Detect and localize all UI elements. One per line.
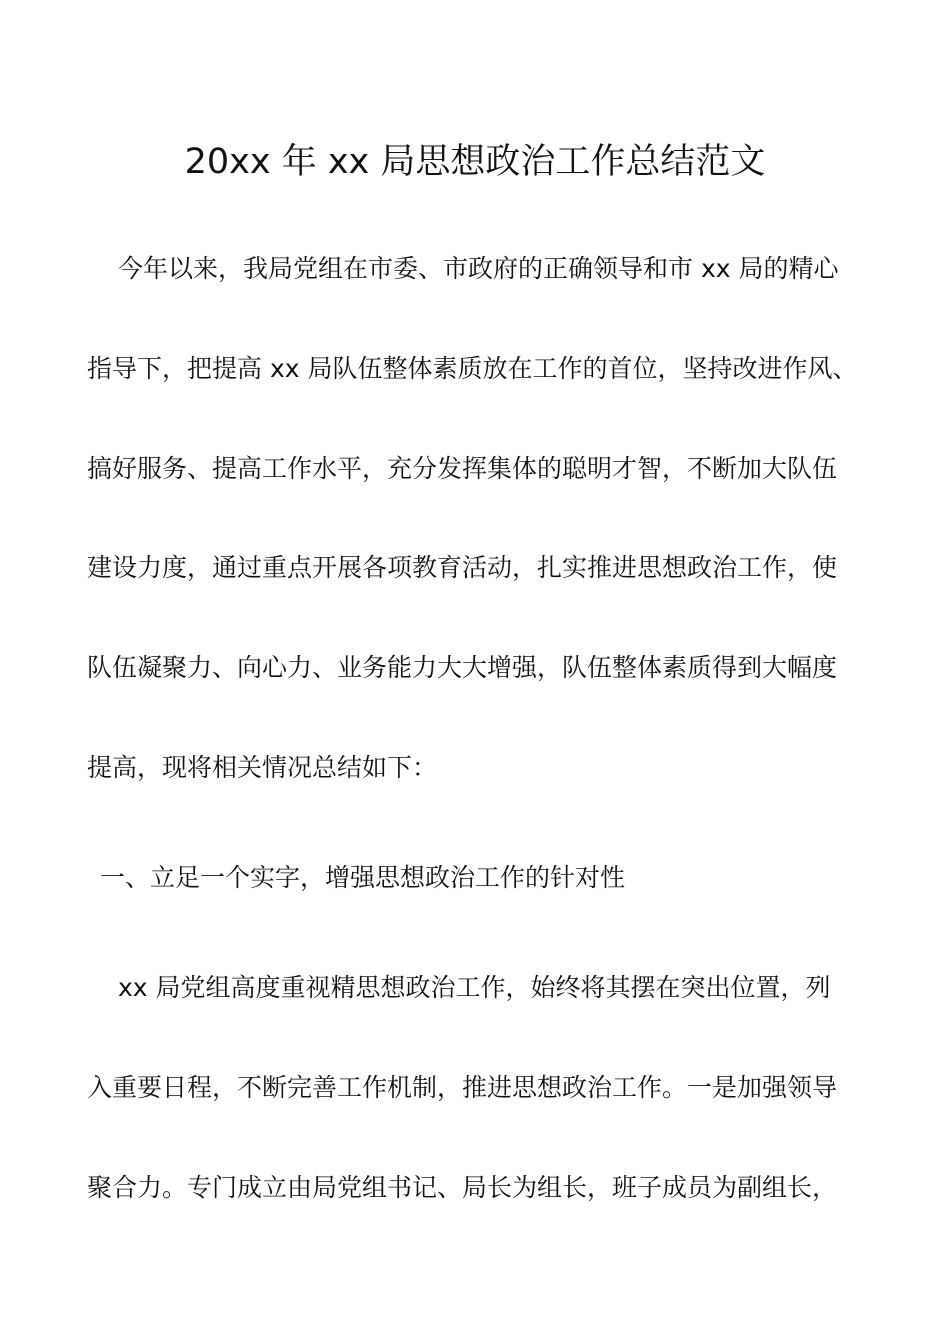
paragraph-line: 聚合力。专门成立由局党组书记、局长为组长，班子成员为副组长， — [87, 1173, 838, 1202]
paragraph-line: xx 局党组高度重视精思想政治工作，始终将其摆在突出位置，列 — [118, 973, 831, 1002]
paragraph-line: 指导下，把提高 xx 局队伍整体素质放在工作的首位，坚持改进作风、 — [87, 354, 858, 383]
section-heading: 一、立足一个实字，增强思想政治工作的针对性 — [100, 863, 626, 892]
paragraph-line: 建设力度，通过重点开展各项教育活动，扎实推进思想政治工作，使 — [87, 553, 838, 582]
paragraph-line: 今年以来，我局党组在市委、市政府的正确领导和市 xx 局的精心 — [118, 254, 839, 283]
paragraph-line: 入重要日程，不断完善工作机制，推进思想政治工作。一是加强领导 — [87, 1073, 838, 1102]
paragraph-line: 队伍凝聚力、向心力、业务能力大大增强，队伍整体素质得到大幅度 — [87, 653, 838, 682]
paragraph-line: 搞好服务、提高工作水平，充分发挥集体的聪明才智，不断加大队伍 — [87, 454, 838, 483]
paragraph-line: 提高，现将相关情况总结如下： — [87, 753, 438, 782]
document-title: 20xx 年 xx 局思想政治工作总结范文 — [184, 142, 766, 182]
